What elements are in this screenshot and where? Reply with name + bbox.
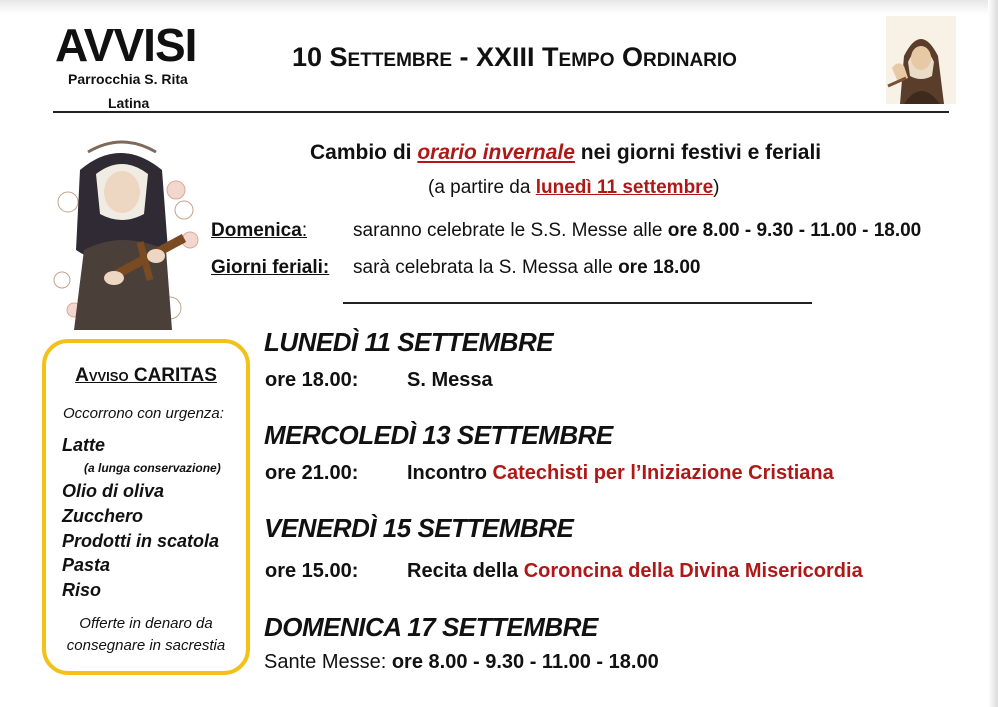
monday-event: S. Messa bbox=[407, 369, 493, 391]
friday-event-highlight: Coroncina della Divina Misericordia bbox=[523, 560, 863, 582]
wednesday-event-highlight: Catechisti per l’Iniziazione Cristiana bbox=[492, 462, 834, 484]
caritas-item-pasta: Pasta bbox=[62, 555, 111, 575]
caritas-item-rice: Riso bbox=[62, 580, 102, 600]
bulletin-title: AVVISI bbox=[55, 19, 197, 71]
day-heading-friday: VENERDÌ 15 SETTEMBRE bbox=[264, 513, 574, 543]
parish-name: Parrocchia S. Rita bbox=[68, 71, 188, 87]
friday-time: ore 15.00: bbox=[265, 560, 359, 582]
caritas-milk-note: (a lunga conservazione) bbox=[84, 461, 221, 475]
caritas-item-milk: Latte bbox=[62, 435, 106, 455]
right-shadow bbox=[988, 0, 998, 707]
date-title: 10 Settembre - XXIII Tempo Ordinario bbox=[292, 42, 737, 72]
wednesday-time: ore 21.00: bbox=[265, 462, 359, 484]
winter-timetable-highlight: orario invernale bbox=[417, 141, 575, 164]
effective-date: lunedì 11 settembre bbox=[535, 177, 714, 198]
heading-suffix: nei giorni festivi e feriali bbox=[574, 141, 822, 164]
weekday-label: Giorni feriali: bbox=[211, 257, 330, 278]
caritas-footer bbox=[46, 613, 246, 657]
heading-prefix: Cambio di bbox=[310, 141, 418, 164]
notice-divider bbox=[343, 302, 812, 304]
friday-event: Recita della Coroncina della Divina Misericordia bbox=[407, 560, 863, 582]
caritas-item-olive-oil: Olio di oliva bbox=[62, 481, 165, 501]
wednesday-event: Incontro Catechisti per l’Iniziazione Cristiana bbox=[407, 462, 834, 484]
sunday-label: Domenica: bbox=[211, 220, 308, 241]
monday-time: ore 18.00: bbox=[265, 369, 359, 391]
saint-rita-crucifix-icon bbox=[44, 130, 202, 330]
effective-suffix: ) bbox=[713, 177, 720, 198]
saint-rita-portrait-icon bbox=[886, 16, 956, 104]
caritas-subtitle: Occorrono con urgenza: bbox=[63, 405, 224, 422]
caritas-item-sugar: Zucchero bbox=[62, 506, 144, 526]
effective-date-line bbox=[428, 177, 719, 199]
effective-prefix: (a partire da bbox=[428, 177, 536, 198]
weekday-mass-text: sarà celebrata la S. Messa alle ore 18.00 bbox=[353, 257, 701, 278]
caritas-box bbox=[42, 339, 250, 675]
sunday-masses-text: saranno celebrate le S.S. Messe alle ore 8.00 - 9.30 - 11.00 - 18.00 bbox=[353, 220, 922, 241]
caritas-item-canned: Prodotti in scatola bbox=[62, 531, 220, 551]
caritas-title: Avviso CARITAS bbox=[75, 365, 217, 386]
day-heading-monday: LUNEDÌ 11 SETTEMBRE bbox=[264, 327, 554, 357]
caritas-footer-line1: Offerte in denaro da bbox=[79, 615, 213, 632]
day-heading-sunday: DOMENICA 17 SETTEMBRE bbox=[264, 612, 598, 642]
header-divider bbox=[53, 111, 949, 113]
sunday-masses-line: Sante Messe: ore 8.00 - 9.30 - 11.00 - 18.00 bbox=[264, 651, 659, 673]
day-heading-wednesday: MERCOLEDÌ 13 SETTEMBRE bbox=[264, 420, 613, 450]
caritas-footer-line2: consegnare in sacrestia bbox=[66, 636, 226, 654]
top-shadow bbox=[0, 0, 998, 14]
parish-city: Latina bbox=[108, 95, 150, 111]
schedule-change-heading bbox=[310, 141, 821, 165]
